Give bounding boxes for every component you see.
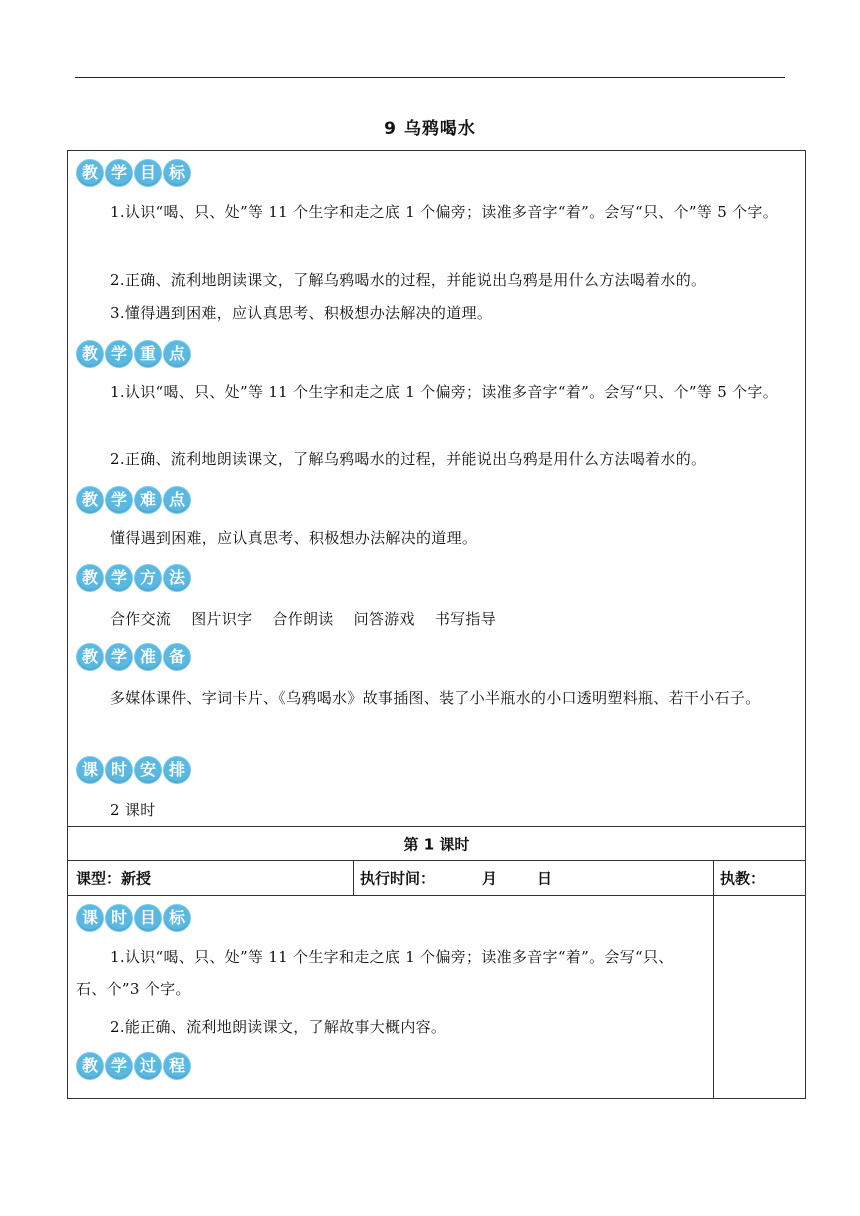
badge-schedule	[76, 756, 191, 784]
badge-char: 标	[163, 159, 191, 187]
header-rule	[75, 77, 785, 78]
badge-char: 标	[163, 904, 191, 932]
badge-char: 课	[76, 904, 104, 932]
exec-time-label: 执行时间：	[360, 869, 436, 888]
badge-char: 时	[105, 904, 133, 932]
day-label: 日	[537, 869, 553, 888]
badge-char: 学	[105, 643, 133, 671]
badge-lesson-goals	[76, 904, 191, 932]
key-point-item-1: 1.认识“喝、只、处”等 11 个生字和走之底 1 个偏旁；读准多音字“着”。会写“只、个”等 5 个字。	[110, 383, 779, 401]
badge-char: 程	[163, 1052, 191, 1080]
badge-char: 课	[76, 756, 104, 784]
badge-char: 教	[76, 486, 104, 514]
exec-time-cell	[353, 860, 714, 896]
badge-char: 安	[134, 756, 162, 784]
teacher-cell	[713, 860, 806, 896]
month-label: 月	[482, 869, 498, 888]
badge-teaching-goals	[76, 159, 191, 187]
badge-char: 学	[105, 486, 133, 514]
lesson-goal-item-1: 1.认识“喝、只、处”等 11 个生字和走之底 1 个偏旁；读准多音字“着”。会写“只、石、个”3 个字。	[76, 948, 674, 998]
badge-char: 重	[134, 340, 162, 368]
goal-item-2: 2.正确、流利地朗读课文，了解乌鸦喝水的过程，并能说出乌鸦是用什么方法喝着水的。	[110, 271, 707, 289]
lesson-header: 第 1 课时	[403, 835, 470, 853]
badge-char: 点	[163, 340, 191, 368]
difficulty-text: 懂得遇到困难，应认真思考、积极想办法解决的道理。	[110, 529, 478, 547]
badge-char: 时	[105, 756, 133, 784]
method-item: 合作朗读	[272, 610, 334, 628]
badge-char: 教	[76, 340, 104, 368]
goal-item-1: 1.认识“喝、只、处”等 11 个生字和走之底 1 个偏旁；读准多音字“着”。会写“只、个”等 5 个字。	[110, 203, 779, 221]
badge-char: 学	[105, 564, 133, 592]
badge-difficulties	[76, 486, 191, 514]
badge-preparation	[76, 643, 191, 671]
badge-char: 准	[134, 643, 162, 671]
badge-char: 教	[76, 564, 104, 592]
preparation-text: 多媒体课件、字词卡片、《乌鸦喝水》故事插图、装了小半瓶水的小口透明塑料瓶、若干小石子。	[110, 689, 761, 707]
lesson-type-label: 课型：新授	[76, 869, 152, 888]
badge-char: 学	[105, 340, 133, 368]
key-point-item-2: 2.正确、流利地朗读课文，了解乌鸦喝水的过程，并能说出乌鸦是用什么方法喝着水的。	[110, 450, 707, 468]
badge-char: 学	[105, 159, 133, 187]
badge-char: 难	[134, 486, 162, 514]
badge-char: 备	[163, 643, 191, 671]
teacher-label: 执教：	[720, 869, 766, 888]
badge-char: 学	[105, 1052, 133, 1080]
badge-char: 目	[134, 159, 162, 187]
badge-char: 目	[134, 904, 162, 932]
lesson-type-cell	[67, 860, 354, 896]
page-title: 9 乌鸦喝水	[384, 119, 476, 139]
badge-char: 排	[163, 756, 191, 784]
goal-item-3: 3.懂得遇到困难，应认真思考、积极想办法解决的道理。	[110, 304, 493, 322]
method-item: 书写指导	[434, 610, 497, 628]
lesson-header-row	[67, 826, 806, 861]
badge-key-points	[76, 340, 191, 368]
method-item: 图片识字	[191, 610, 253, 628]
badge-char: 点	[163, 486, 191, 514]
schedule-text: 2 课时	[110, 801, 156, 819]
badge-methods	[76, 564, 191, 592]
badge-char: 过	[134, 1052, 162, 1080]
badge-teaching-process	[76, 1052, 191, 1080]
method-item: 合作交流	[110, 610, 172, 628]
badge-char: 教	[76, 159, 104, 187]
lesson-goal-item-2: 2.能正确、流利地朗读课文，了解故事大概内容。	[110, 1018, 447, 1036]
method-item: 问答游戏	[353, 610, 415, 628]
methods-list	[110, 608, 496, 629]
badge-char: 方	[134, 564, 162, 592]
badge-char: 教	[76, 1052, 104, 1080]
badge-char: 法	[163, 564, 191, 592]
lesson-notes-cell	[713, 895, 806, 1099]
badge-char: 教	[76, 643, 104, 671]
